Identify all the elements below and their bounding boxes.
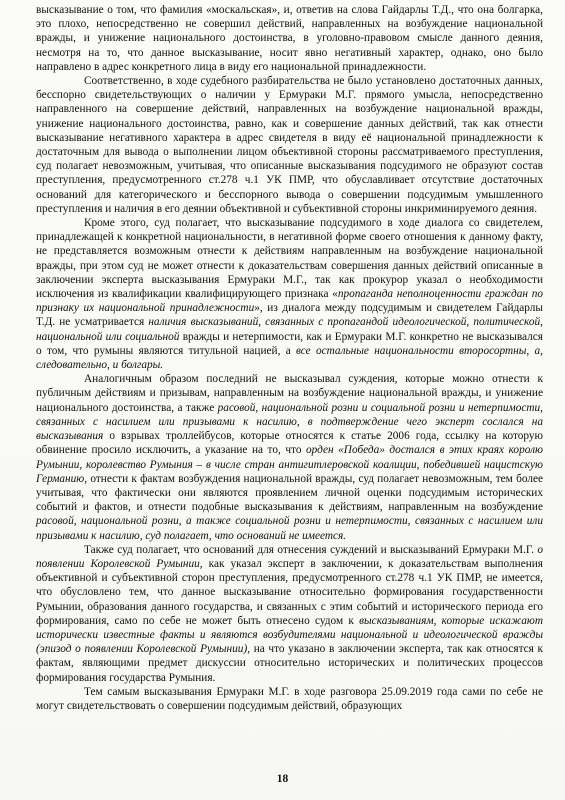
paragraph-text: высказывание о том, что фамилия «москальская», и, ответив на слова Гайдарлы Т.Д., что она болгарка, это плохо, непосредственно не совершил действий, направленных на возбуждение национальной вражды, и унижение национального достоинства, в уголовно-правовом смысле данного деяния, несмотря на то, что данное высказывание, носит явно негативный характер, однако, оно было направлено в адрес конкретного лица в виду его национальной принадлежности. xyxy=(36,4,543,73)
paragraph-text: Аналогичным образом последний не высказывал суждения, которые можно отнести к публичным действиям и призывам, направленным на возбуждение национальной вражды, и унижение национального достоинства, а также xyxy=(36,373,543,414)
paragraph-italic-text: пропаганда неполноценности граждан по признаку их национальной принадлежности xyxy=(36,288,543,315)
paragraph-text: Кроме этого, суд полагает, что высказывание подсудимого в ходе диалога со свидетелем, принадлежащей к конкретной национальности, в негативной форме своего отношения к данному факту, не представляется возможным отнести к действиям направленным на возбуждение национальной вражды, при этом суд не может отнести к доказательствам совершения данных действий описанные в заключении эксперта высказывания Ермураки М.Г., так как прокурор указал о необходимости исключения из квалификации квалифицирующего признака « xyxy=(36,217,543,301)
paragraph-text: Также суд полагает, что оснований для отнесения суждений и высказываний Ермураки М.Г. xyxy=(84,543,538,556)
paragraph-3 xyxy=(36,216,543,372)
paragraph-5 xyxy=(36,543,543,685)
paragraph-text: как указал эксперт в заключении, к доказательствам выполнения объективной и субъективной сторон преступления, предусмотренного ст.278 ч.1 УК ПМР, не имеется, что обусловлено тем, что данное высказывание относительно формирования государственности Румынии, образования данного государства, и связанных с этим событий и исторического периода его формирования, само по себе не может быть отнесено судом к xyxy=(36,557,544,627)
paragraph-text: отнести к фактам возбуждения национальной вражды, суд полагает невозможным, тем более учитывая, что фактически они являются проявлением личной оценки подсудимым исторических событий и фактов, и отнести подобные высказывания к действиям, направленным на возбуждение xyxy=(36,472,543,514)
paragraph-text: на что указано в заключении эксперта, так как относятся к фактам, являющими предмет дискуссии относительно исторических и политических процессов формирования государства Румыния. xyxy=(36,643,543,684)
paragraph-text: Тем самым высказывания Ермураки М.Г. в ходе разговора 25.09.2019 года сами по себе не могут свидетельствовать о совершении подсудимым действий, образующих xyxy=(36,685,543,712)
paragraph-text: », из диалога между подсудимым и свидетелем Гайдарлы Т.Д. не усматривается xyxy=(36,302,543,329)
paragraph-2 xyxy=(36,74,543,216)
paragraph-6 xyxy=(36,685,543,713)
paragraph-italic-text: расовой, национальной розни, а также социальной розни и нетерпимости, связанных с насилием или призывами к насилию, суд полагает, что оснований не имеется. xyxy=(36,515,543,542)
paragraph-italic-text: орден «Победа» достался в этих краях королю Румынии, королевство Румыния – в числе стран антигитлеровской коалиции, победившей нацистскую Германию, xyxy=(36,444,543,485)
paragraph-text: Соответственно, в ходе судебного разбирательства не было установлено достаточных данных, бесспорно свидетельствующих о наличии у Ермураки М.Г. прямого умысла, непосредственно направленного на совершение действий, направленных на возбуждение национальной вражды, унижение национального достоинства, равно, как и совершение данных действий, так как отнести высказывание негативного характера в адрес свидетеля в виду её национальной принадлежности к достаточным для вывода о выполнении лицом объективной стороны рассматриваемого преступления, суд полагает невозможным, учитывая, что описанные высказывания подсудимого не образуют состав преступления, предусмотренного ст.278 ч.1 УК ПМР, что обуславливает отсутствие достаточных оснований для категорического и бесспорного вывода о совершении подсудимым умышленного преступления и наличия в его деянии объективной и субъективной стороны инкриминируемого деяния. xyxy=(36,75,543,215)
paragraph-italic-text: все остальные национальности второсортны, а, следовательно, и болгары. xyxy=(36,344,543,372)
paragraph-text: о взрывах троллейбусов, которые относятся к статье 2006 года, ссылку на которую обвинение просило исключить, а указание на то, что xyxy=(36,430,543,457)
paragraph-text: вражды и нетерпимости, как и Ермураки М.Г. конкретно не высказывался о том, что румыны являются титульной нацией, а xyxy=(36,330,544,357)
paragraph-1 xyxy=(36,3,543,74)
paragraph-italic-text: о появлении Королевской Румынии, xyxy=(36,543,543,570)
paragraph-italic-text: наличия высказываний, связанных с пропагандой идеологической, политической, национальной или социальной xyxy=(36,316,543,343)
page-number: 18 xyxy=(276,773,289,785)
paragraph-italic-text: высказываниям, которые искажают исторически известные факты и являются возбудителями национальной и идеологической вражды (эпизод о появлении Королевской Румынии), xyxy=(36,614,543,656)
paragraph-4 xyxy=(36,372,543,542)
paragraph-italic-text: расовой, национальной розни и социальной розни и нетерпимости, связанных с насилием или призывами к насилию, в подтверждение чего эксперт сослался на высказывания xyxy=(36,401,543,443)
